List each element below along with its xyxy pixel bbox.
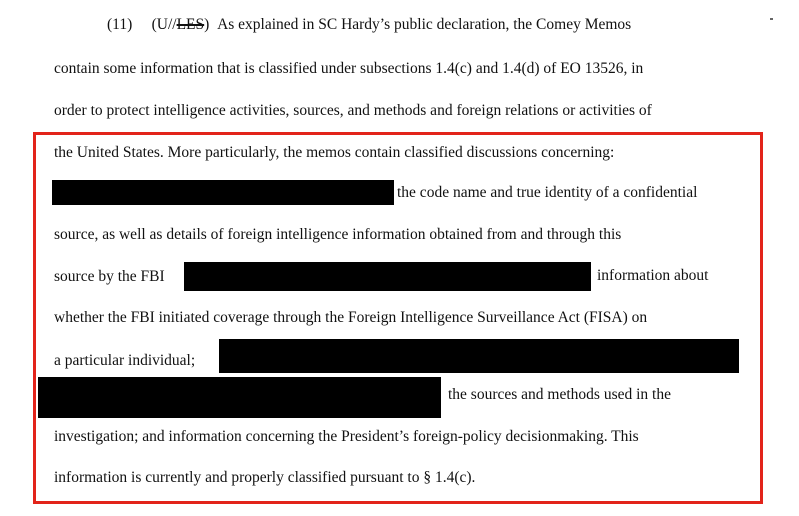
text-line-5: the code name and true identity of a confidential — [397, 184, 698, 201]
text-line-9: a particular individual; — [54, 352, 196, 369]
classification-marking: (U//LES) — [151, 16, 210, 33]
paragraph-number: (11) — [107, 16, 133, 33]
text-line-2: contain some information that is classified under subsections 1.4(c) and 1.4(d) of EO 13526, in — [54, 60, 644, 77]
scan-speck — [770, 18, 773, 20]
text-line-3: order to protect intelligence activities, sources, and methods and foreign relations or activities of — [54, 102, 652, 119]
text-line-7b: information about — [597, 267, 709, 284]
text-line-7a: source by the FBI — [54, 268, 165, 285]
highlight-box — [33, 132, 763, 504]
text-line-4: the United States. More particularly, the memos contain classified discussions concerning: — [54, 144, 615, 161]
text-line-6: source, as well as details of foreign intelligence information obtained from and through this — [54, 226, 622, 243]
text-line-10: the sources and methods used in the — [448, 386, 671, 403]
text-line-8: whether the FBI initiated coverage through the Foreign Intelligence Surveillance Act (FISA) on — [54, 309, 648, 326]
text-line-11: investigation; and information concerning the President’s foreign-policy decisionmaking. This — [54, 428, 639, 445]
text-line-12: information is currently and properly classified pursuant to § 1.4(c). — [54, 469, 476, 486]
paragraph-first-line — [107, 16, 631, 34]
text-line-1: As explained in SC Hardy’s public declaration, the Comey Memos — [217, 16, 632, 33]
